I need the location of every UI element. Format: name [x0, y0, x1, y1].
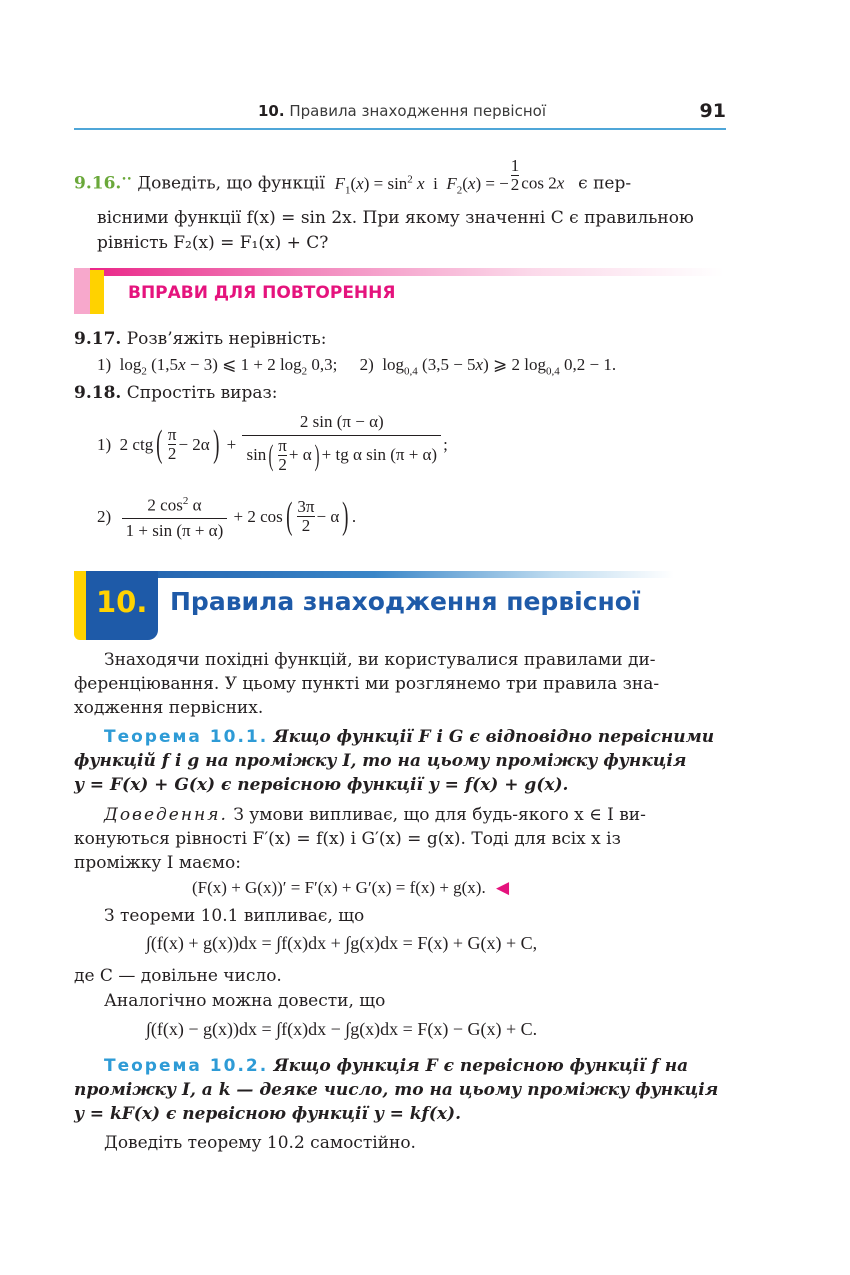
- theorem-10-2-line3: y = kF(x) є первісною функції y = kf(x).: [74, 1104, 462, 1124]
- proof-line-2: конуються рівності F′(x) = f(x) і G′(x) = g(x). Тоді для всіх x із: [74, 829, 621, 849]
- difficulty-marker: ••: [121, 175, 132, 185]
- theorem-10-1: [104, 726, 714, 749]
- proof-formula: (F(x) + G(x))′ = F′(x) + G′(x) = f(x) + g(x). ◀: [192, 878, 510, 897]
- header-section-number: 10.: [258, 102, 285, 120]
- exercise-number: 9.18.: [74, 383, 122, 403]
- item-label: 2): [97, 506, 112, 526]
- integral-formula-2: ∫(f(x) − g(x))dx = ∫f(x)dx − ∫g(x)dx = F(x) − G(x) + C.: [146, 1019, 538, 1039]
- corollary-1: З теореми 10.1 випливає, що: [104, 906, 365, 926]
- running-header: [258, 102, 546, 120]
- item-1: 1) $\log_2 (1,5x - 3)$ ⩽ 1 + 2 $\log_2 0,3$;: [97, 355, 338, 378]
- exercise-number: 9.17.: [74, 329, 122, 349]
- section-banner-yellow: [74, 571, 86, 640]
- exercise-9-18: [74, 382, 278, 405]
- proof-line-3: проміжку I маємо:: [74, 853, 241, 873]
- theorem-10-1-line2: функцій f і g на проміжку I, то на цьому проміжку функція: [74, 751, 687, 771]
- exercise-9-16-line3: рівність F₂(x) = F₁(x) + C?: [97, 233, 329, 253]
- final-text: Доведіть теорему 10.2 самостійно.: [104, 1133, 416, 1153]
- exercise-text-end: є пер-: [578, 173, 632, 194]
- theorem-label: Теорема 10.2.: [104, 1056, 269, 1076]
- proof-line-1: Доведення. З умови випливає, що для будь-якого x ∈ I ви-: [104, 805, 646, 825]
- section-number: 10.: [96, 585, 148, 619]
- intro-line-1: Знаходячи похідні функцій, ви користувалися правилами ди-: [104, 650, 656, 670]
- theorem-text: Якщо функції F і G є відповідно первісними: [273, 727, 715, 747]
- formula-half: $\frac{1}{2}$: [510, 155, 520, 194]
- item-2: 2) $\log_{0,4} (3,5 - 5x)$ ⩾ 2 $\log_{0,4} 0,2 - 1$.: [359, 355, 617, 378]
- review-title: ВПРАВИ ДЛЯ ПОВТОРЕННЯ: [128, 283, 396, 303]
- header-rule: [74, 128, 726, 130]
- theorem-10-1-line3: y = F(x) + G(x) є первісною функції y = f(x) + g(x).: [74, 775, 569, 795]
- section-banner-stripe: [74, 571, 674, 578]
- exercise-text: Розв’яжіть нерівність:: [126, 329, 327, 349]
- section-number-box: [86, 571, 158, 640]
- exercise-9-16: 9.16.•• Доведіть, що функції $F_1(x) = \sin^2 x$ і $F_2(x)$ = − $\frac{1}{2}$ cos 2x є пер-: [74, 155, 632, 197]
- review-banner-tab: [74, 268, 90, 314]
- end-of-proof-icon: ◀: [495, 878, 510, 897]
- corollary-2: Аналогічно можна довести, що: [104, 991, 386, 1011]
- exercise-9-18-item-2: 2) $\frac{2 \cos^2 \alpha}{1 + \sin (\pi + \alpha)}$ + 2 cos ( $\frac{3\pi}{2}$ − α ) .: [97, 495, 357, 540]
- exercise-9-16-line2: вісними функції f(x) = sin 2x. При якому значенні C є правильною: [97, 208, 694, 228]
- exercise-9-17-items: [97, 353, 616, 383]
- theorem-10-2-line2: проміжку I, а k — деяке число, то на цьому проміжку функція: [74, 1080, 719, 1100]
- item-label: 1): [97, 434, 112, 454]
- theorem-text: Якщо функція F є первісною функції f на: [273, 1056, 689, 1076]
- intro-line-3: ходження первісних.: [74, 698, 264, 718]
- intro-line-2: ференціювання. У цьому пункті ми розглянемо три правила зна-: [74, 674, 660, 694]
- exercise-9-17: [74, 328, 326, 351]
- exercise-9-18-item-1: 1) 2 ctg ( $\frac{\pi}{2}$ − 2α ) + 2 sin (π − α) sin( $\frac{\pi}{2}$ + α) + tg α sin (π + α) ;: [97, 411, 448, 474]
- where-text: де C — довільне число.: [74, 966, 282, 986]
- theorem-label: Теорема 10.1.: [104, 727, 269, 747]
- header-section-title: Правила знаходження первісної: [289, 102, 546, 120]
- formula-F1: $F_1(x) = \sin^2 x$ і $F_2(x)$ = −: [334, 173, 509, 197]
- exercise-text: Доведіть, що функції: [137, 173, 325, 194]
- exercise-text: Спростіть вираз:: [126, 383, 278, 403]
- section-title: Правила знаходження первісної: [170, 587, 641, 616]
- theorem-10-2: [104, 1055, 688, 1078]
- proof-label: Доведення.: [104, 805, 228, 825]
- exercise-number: 9.16.: [74, 173, 122, 194]
- integral-formula-1: ∫(f(x) + g(x))dx = ∫f(x)dx + ∫g(x)dx = F(x) + G(x) + C,: [146, 933, 538, 953]
- review-banner-yellow: [90, 270, 104, 314]
- page-number: 91: [699, 100, 726, 122]
